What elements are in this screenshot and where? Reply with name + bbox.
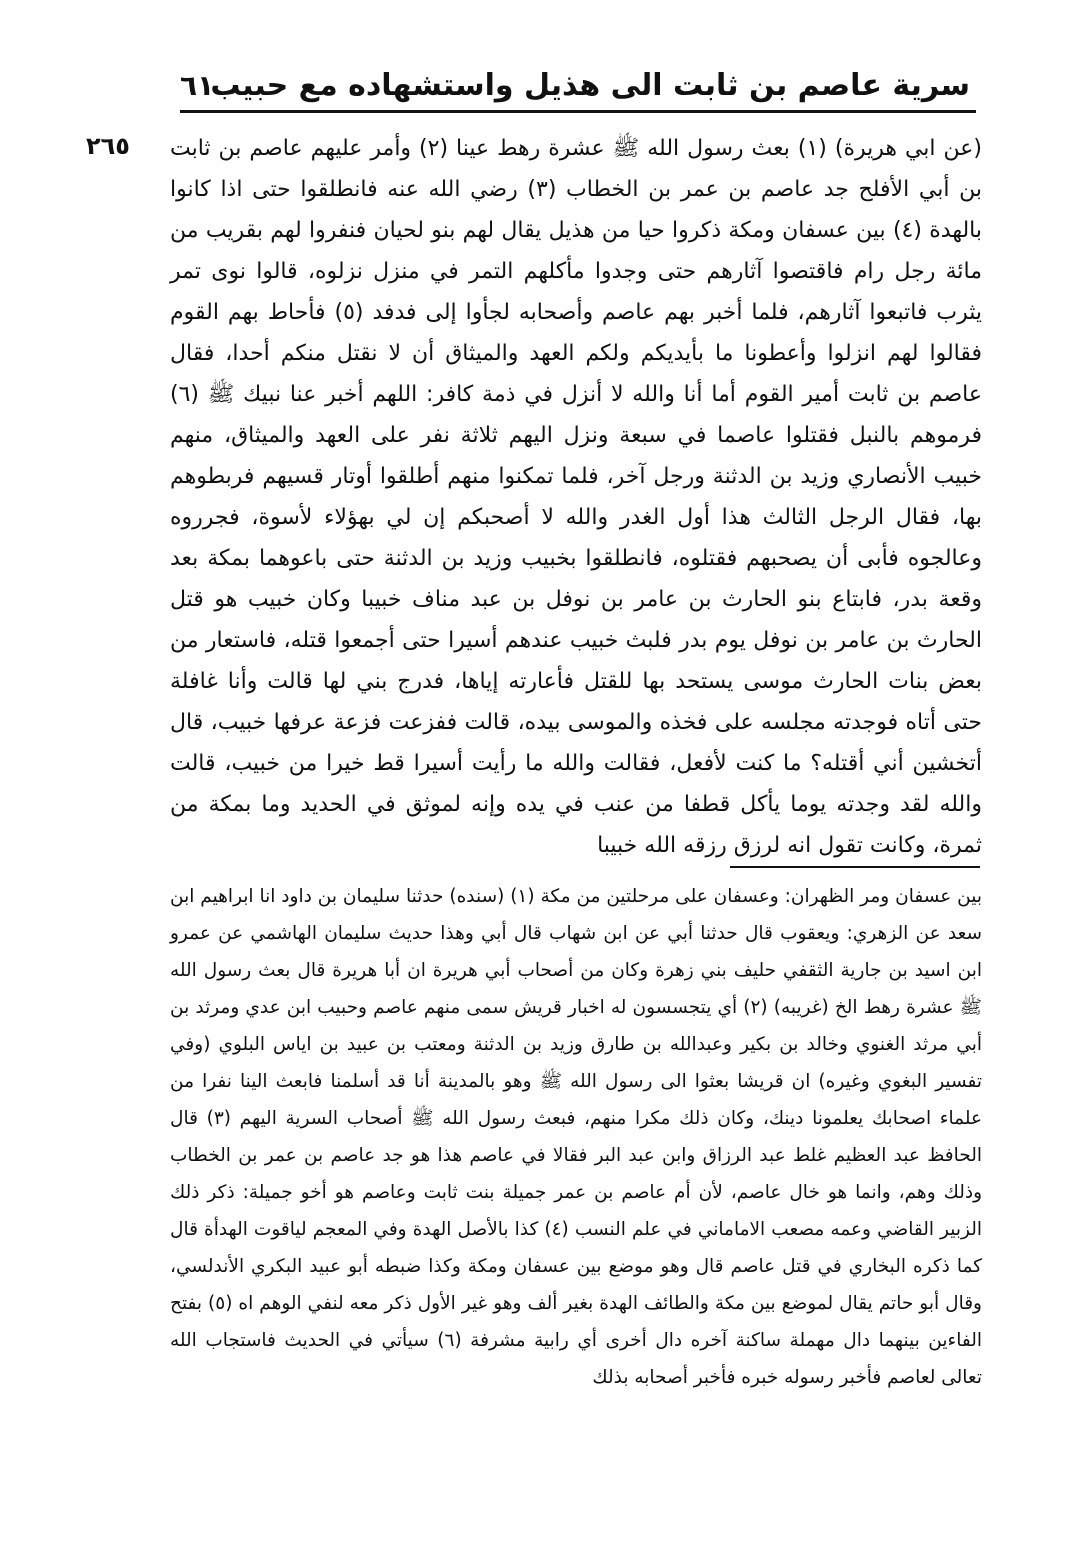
main-text-block [170, 128, 982, 858]
footnotes-block [170, 878, 982, 1438]
page-header [170, 62, 970, 112]
hadith-text: (عن ابي هريرة) (١) بعث رسول الله ﷺ عشرة رهط عينا (٢) وأمر عليهم عاصم بن ثابت بن أبي الأفلح جد عاصم بن عمر بن الخطاب (٣) رضي الله عنه فانطلقوا حتى اذا كانوا بالهدة (٤) بين عسفان ومكة ذكروا حيا من هذيل يقال لهم بنو لحيان فنفروا لهم بقريب من مائة رجل رام فاقتصوا آثارهم حتى وجدوا مأكلهم التمر في منزل نزلوه، قالوا نوى تمر يثرب فاتبعوا آثارهم، فلما أخبر بهم عاصم وأصحابه لجأوا إلى فدفد (٥) فأحاط بهم القوم فقالوا لهم انزلوا وأعطونا ما بأيديكم ولكم العهد والميثاق أن لا نقتل منكم أحدا، فقال عاصم بن ثابت أمير القوم أما أنا والله لا أنزل في ذمة كافر: اللهم أخبر عنا نبيك ﷺ (٦) فرموهم بالنبل فقتلوا عاصما في سبعة ونزل اليهم ثلاثة نفر على العهد والميثاق، منهم خبيب الأنصاري وزيد بن الدثنة ورجل آخر، فلما تمكنوا منهم أطلقوا أوتار قسيهم فربطوهم بها، فقال الرجل الثالث هذا أول الغدر والله لا أصحبكم إن لي بهؤلاء لأسوة، فجرروه وعالجوه فأبى أن يصحبهم فقتلوه، فانطلقوا بخبيب وزيد بن الدثنة حتى باعوهما بمكة بعد وقعة بدر، فابتاع بنو الحارث بن عامر بن نوفل بن عبد مناف خبيبا وكان خبيب هو قتل الحارث بن عامر بن نوفل يوم بدر فلبث خبيب عندهم أسيرا حتى أجمعوا قتله، فاستعار من بعض بنات الحارث موسى يستحد بها للقتل فأعارته إياها، فدرج بني لها قالت وأنا غافلة حتى أتاه فوجدته مجلسه على فخذه والموسى بيده، قالت ففزعت فزعة عرفها خبيب، قال أتخشين أني أقتله؟ ما كنت لأفعل، فقالت والله ما رأيت أسيرا قط خيرا من خبيب، قالت والله لقد وجدته يوما يأكل قطفا من عنب في يده وإنه لموثق في الحديد وما بمكة من ثمرة، وكانت تقول انه لرزق رزقه الله خبيبا [170, 136, 982, 858]
hadith-number: ٢٦٥ [86, 132, 130, 160]
header-divider [180, 110, 976, 113]
page-number: ٦١ [180, 69, 215, 102]
footnotes-text: بين عسفان ومر الظهران: وعسفان على مرحلتين من مكة (١) (سنده) حدثنا سليمان بن داود انا ابراهيم ابن سعد عن الزهري: ويعقوب قال حدثنا أبي عن ابن شهاب قال أبي وهذا حديث سليمان الهاشمي عن عمرو ابن اسيد بن جارية الثقفي حليف بني زهرة وكان من أصحاب أبي هريرة ان أبا هريرة قال بعث رسول الله ﷺ عشرة رهط الخ (غريبه) (٢) أي يتجسسون له اخبار قريش سمى منهم عاصم وحبيب ابن عدي ومرثد بن أبي مرثد الغنوي وخالد بن بكير وعبدالله بن طارق وزيد بن الدثنة ومعتب بن عبيد بن اياس البلوي (وفي تفسير البغوي وغيره) ان قريشا بعثوا الى رسول الله ﷺ وهو بالمدينة أنا قد أسلمنا فابعث الينا نفرا من علماء اصحابك يعلمونا دينك، وكان ذلك مكرا منهم، فبعث رسول الله ﷺ أصحاب السرية اليهم (٣) قال الحافظ عبد العظيم غلط عبد الرزاق وابن عبد البر فقالا في عاصم هذا هو جد عاصم بن عمر بن الخطاب وذلك وهم، وانما هو خال عاصم، لأن أم عاصم بن عمر جميلة بنت ثابت وعاصم هو أخو جميلة: ذكر ذلك الزبير القاضي وعمه مصعب الاماماني في علم النسب (٤) كذا بالأصل الهدة وفي المعجم لياقوت الهدأة قال كما ذكره البخاري في قتل عاصم قال وهو موضع بين عسفان ومكة وكذا ضبطه أبو عبيد البكري الأندلسي، وقال أبو حاتم يقال لموضع بين مكة والطائف الهدة بغير ألف وهو غير الأول ذكر معه لنفي الوهم اه (٥) بفتح الفاءين بينهما دال مهملة ساكنة آخره دال أخرى أي رابية مشرفة (٦) سيأتي في الحديث فاستجاب الله تعالى لعاصم فأخبر رسوله خبره فأخبر أصحابه بذلك [170, 886, 982, 1388]
footnote-divider [730, 866, 980, 868]
chapter-title: سرية عاصم بن ثابت الى هذيل واستشهاده مع حبيب [210, 68, 970, 103]
